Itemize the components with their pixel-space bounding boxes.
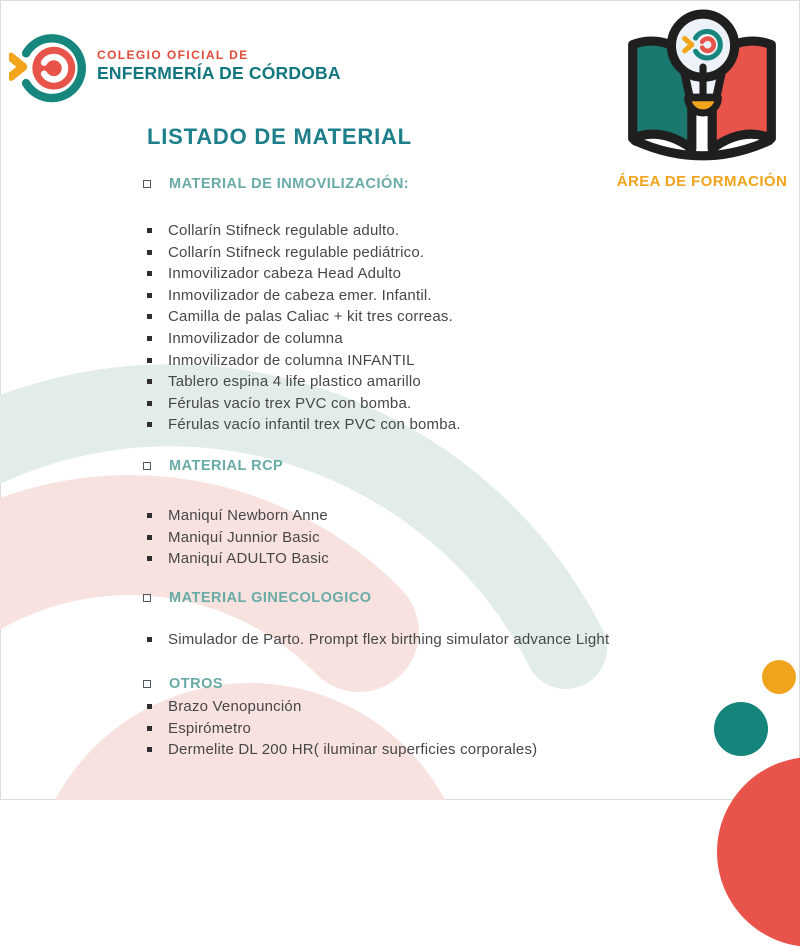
list-item [147, 371, 723, 393]
list-item [147, 328, 723, 350]
orange-dot [762, 660, 796, 694]
list-item-text: Camilla de palas Caliac + kit tres correas. [168, 308, 453, 326]
list-item [147, 393, 723, 415]
list-item [147, 505, 723, 527]
section-title: MATERIAL RCP [169, 458, 284, 474]
section-title: OTROS [169, 676, 224, 692]
square-bullet-icon [147, 271, 152, 276]
section-ginecologico [143, 589, 723, 651]
section-header [143, 675, 723, 693]
list-item [147, 306, 723, 328]
formation-area-logo [610, 8, 794, 190]
list-item-text: Férulas vacío infantil trex PVC con bomba. [168, 416, 461, 434]
item-list [143, 696, 723, 761]
square-outline-bullet-icon [143, 680, 151, 688]
list-item [147, 718, 723, 740]
list-item-text: Maniquí Junnior Basic [168, 528, 320, 546]
section-inmovilizacion [143, 175, 723, 436]
list-item [147, 548, 723, 570]
list-item-text: Inmovilizador de columna [168, 329, 343, 347]
list-item-text: Férulas vacío trex PVC con bomba. [168, 394, 412, 412]
square-bullet-icon [147, 535, 152, 540]
list-item [147, 350, 723, 372]
list-item-text: Inmovilizador de cabeza emer. Infantil. [168, 286, 432, 304]
square-bullet-icon [147, 314, 152, 319]
list-item-text: Brazo Venopunción [168, 698, 302, 715]
list-item [147, 242, 723, 264]
section-title: MATERIAL GINECOLOGICO [169, 590, 372, 606]
list-item [147, 629, 723, 651]
square-bullet-icon [147, 379, 152, 384]
square-bullet-icon [147, 747, 152, 752]
section-header [143, 589, 723, 607]
square-bullet-icon [147, 556, 152, 561]
logo-red-disc-icon [32, 47, 75, 90]
brand-name-line1: COLEGIO OFICIAL DE [97, 48, 249, 62]
section-header [143, 175, 723, 193]
square-bullet-icon [147, 422, 152, 427]
list-item-text: Maniquí Newborn Anne [168, 507, 328, 524]
square-outline-bullet-icon [143, 180, 151, 188]
list-item-text: Inmovilizador de columna INFANTIL [168, 351, 415, 369]
square-bullet-icon [147, 637, 152, 642]
list-item-text: Simulador de Parto. Prompt flex birthing simulator advance Light [168, 631, 610, 648]
list-item [147, 285, 723, 307]
square-outline-bullet-icon [143, 594, 151, 602]
square-bullet-icon [147, 336, 152, 341]
list-item-text: Inmovilizador cabeza Head Adulto [168, 265, 402, 283]
list-item-text: Collarín Stifneck regulable pediátrico. [168, 243, 425, 261]
brand-name-line2: ENFERMERÍA DE CÓRDOBA [97, 63, 341, 83]
college-logo-icon [9, 29, 93, 113]
item-list [143, 505, 723, 570]
list-item-text: Maniquí ADULTO Basic [168, 550, 330, 568]
square-bullet-icon [147, 228, 152, 233]
section-header [143, 457, 723, 475]
square-bullet-icon [147, 250, 152, 255]
list-item-text: Tablero espina 4 life plastico amarillo [168, 373, 421, 391]
square-bullet-icon [147, 704, 152, 709]
bulb-socket [688, 98, 719, 113]
item-list [143, 220, 723, 436]
page-title: LISTADO DE MATERIAL [147, 124, 412, 149]
list-item [147, 527, 723, 549]
list-item [147, 696, 723, 718]
list-item-text: Collarín Stifneck regulable adulto. [168, 222, 400, 239]
book-cover-base [635, 141, 770, 156]
list-item [147, 414, 723, 436]
square-bullet-icon [147, 401, 152, 406]
list-item [147, 220, 723, 242]
list-item-text: Dermelite DL 200 HR( iluminar superficies corporales) [168, 741, 538, 759]
list-item-text: Espirómetro [168, 719, 252, 737]
square-outline-bullet-icon [143, 462, 151, 470]
brand-name [97, 49, 341, 83]
section-rcp [143, 457, 723, 570]
section-title: MATERIAL DE INMOVILIZACIÓN: [169, 176, 410, 192]
section-otros [143, 675, 723, 761]
list-item [147, 739, 723, 761]
square-bullet-icon [147, 726, 152, 731]
square-bullet-icon [147, 293, 152, 298]
square-bullet-icon [147, 358, 152, 363]
book-lightbulb-icon [620, 8, 784, 166]
formation-area-caption: ÁREA DE FORMACIÓN [616, 173, 788, 190]
item-list [143, 629, 723, 651]
square-bullet-icon [147, 513, 152, 518]
list-item [147, 263, 723, 285]
logo-chevron-icon [11, 57, 23, 77]
